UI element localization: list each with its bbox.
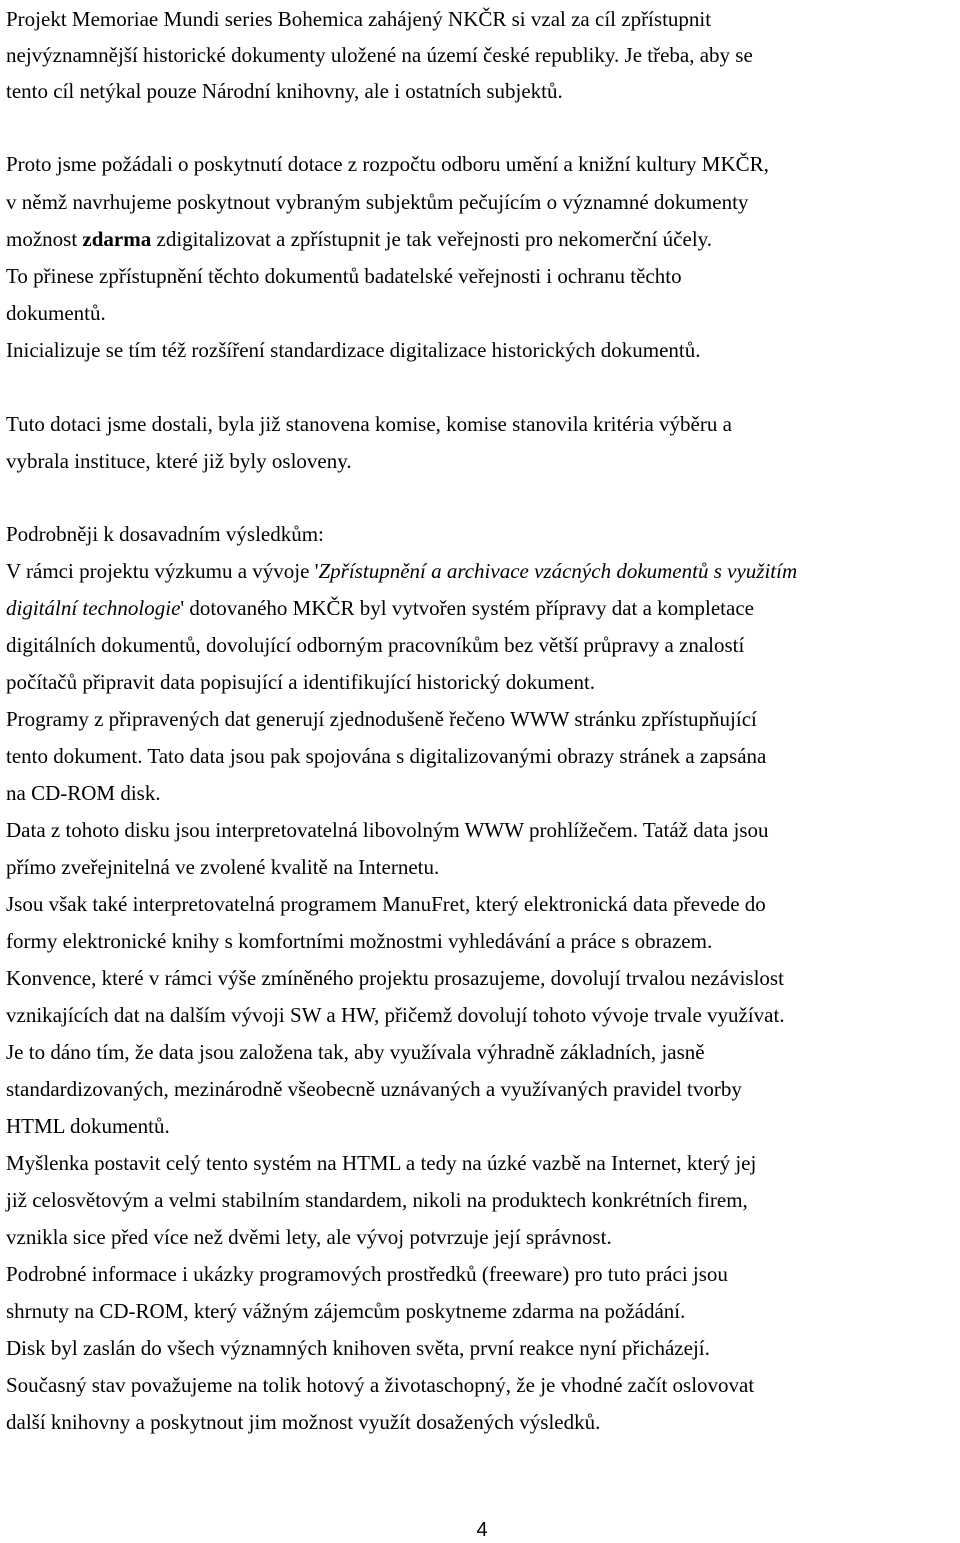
text-line: na CD-ROM disk. — [6, 781, 161, 805]
text-line: tento cíl netýkal pouze Národní knihovny, ale i ostatních subjektů. — [6, 79, 563, 103]
text-line: tento dokument. Tato data jsou pak spojována s digitalizovanými obrazy stránek a zapsána — [6, 744, 767, 768]
text-line: standardizovaných, mezinárodně všeobecně uznávaných a využívaných pravidel tvorby — [6, 1077, 742, 1101]
text-line — [6, 590, 754, 626]
text-line: v němž navrhujeme poskytnout vybraným subjektům pečujícím o významné dokumenty — [6, 190, 749, 214]
text-line: vybrala instituce, které již byly osloveny. — [6, 449, 352, 473]
text-run: zdigitalizovat a zpřístupnit je tak veřejnosti pro nekomerční účely. — [151, 227, 713, 251]
text-line: počítačů připravit data popisující a identifikující historický dokument. — [6, 670, 596, 694]
text-line: Projekt Memoriae Mundi series Bohemica zahájený NKČR si vzal za cíl zpřístupnit — [6, 7, 712, 31]
text-line: Proto jsme požádali o poskytnutí dotace z rozpočtu odboru umění a knižní kultury MKČR, — [6, 152, 769, 176]
text-line — [6, 553, 797, 589]
text-line: Tuto dotaci jsme dostali, byla již stanovena komise, komise stanovila kritéria výběru a — [6, 412, 732, 436]
emphasis-zdarma: zdarma — [82, 227, 152, 251]
text-line: digitálních dokumentů, dovolující odborným pracovníkům bez větší průpravy a znalostí — [6, 633, 745, 657]
text-line: nejvýznamnější historické dokumenty uložené na území české republiky. Je třeba, aby se — [6, 43, 753, 67]
project-title-italic: Zpřístupnění a archivace vzácných dokumentů s využitím — [318, 559, 798, 583]
text-line: vznikla sice před více než dvěmi lety, ale vývoj potvrzuje její správnost. — [6, 1225, 612, 1249]
text-run: ' dotovaného MKČR byl vytvořen systém přípravy dat a kompletace — [180, 596, 754, 620]
text-line — [6, 221, 712, 257]
text-line: Současný stav považujeme na tolik hotový a životaschopný, že je vhodné začít oslovovat — [6, 1373, 755, 1397]
text-line: shrnuty na CD-ROM, který vážným zájemcům poskytneme zdarma na požádání. — [6, 1299, 686, 1323]
text-line: vznikajících dat na dalším vývoji SW a HW, přičemž dovolují tohoto vývoje trvale využívat. — [6, 1003, 785, 1027]
page-number: 4 — [476, 1519, 488, 1541]
text-line: již celosvětovým a velmi stabilním standardem, nikoli na produktech konkrétních firem, — [6, 1188, 748, 1212]
text-run: možnost — [6, 227, 83, 251]
text-line: Disk byl zaslán do všech významných knihoven světa, první reakce nyní přicházejí. — [6, 1336, 710, 1360]
text-line: Jsou však také interpretovatelná programem ManuFret, který elektronická data převede do — [6, 892, 766, 916]
text-line: Inicializuje se tím též rozšíření standardizace digitalizace historických dokumentů. — [6, 338, 701, 362]
text-line: Konvence, které v rámci výše zmíněného projektu prosazujeme, dovolují trvalou nezávislost — [6, 966, 784, 990]
text-line: další knihovny a poskytnout jim možnost využít dosažených výsledků. — [6, 1410, 601, 1434]
text-line: Programy z připravených dat generují zjednodušeně řečeno WWW stránku zpřístupňující — [6, 707, 757, 731]
text-line: HTML dokumentů. — [6, 1114, 170, 1138]
text-line: přímo zveřejnitelná ve zvolené kvalitě na Internetu. — [6, 855, 440, 879]
text-line: To přinese zpřístupnění těchto dokumentů badatelské veřejnosti i ochranu těchto — [6, 264, 682, 288]
text-line: Je to dáno tím, že data jsou založena tak, aby využívala výhradně základních, jasně — [6, 1040, 705, 1064]
text-line: Podrobněji k dosavadním výsledkům: — [6, 522, 324, 546]
text-line: dokumentů. — [6, 301, 106, 325]
text-line: Podrobné informace i ukázky programových prostředků (freeware) pro tuto práci jsou — [6, 1262, 728, 1286]
text-line: Myšlenka postavit celý tento systém na HTML a tedy na úzké vazbě na Internet, který jej — [6, 1151, 757, 1175]
text-run: V rámci projektu výzkumu a vývoje ' — [6, 559, 319, 583]
project-title-italic: digitální technologie — [6, 596, 181, 620]
text-line: Data z tohoto disku jsou interpretovatelná libovolným WWW prohlížečem. Tatáž data jsou — [6, 818, 769, 842]
text-line: formy elektronické knihy s komfortními možnostmi vyhledávání a práce s obrazem. — [6, 929, 713, 953]
